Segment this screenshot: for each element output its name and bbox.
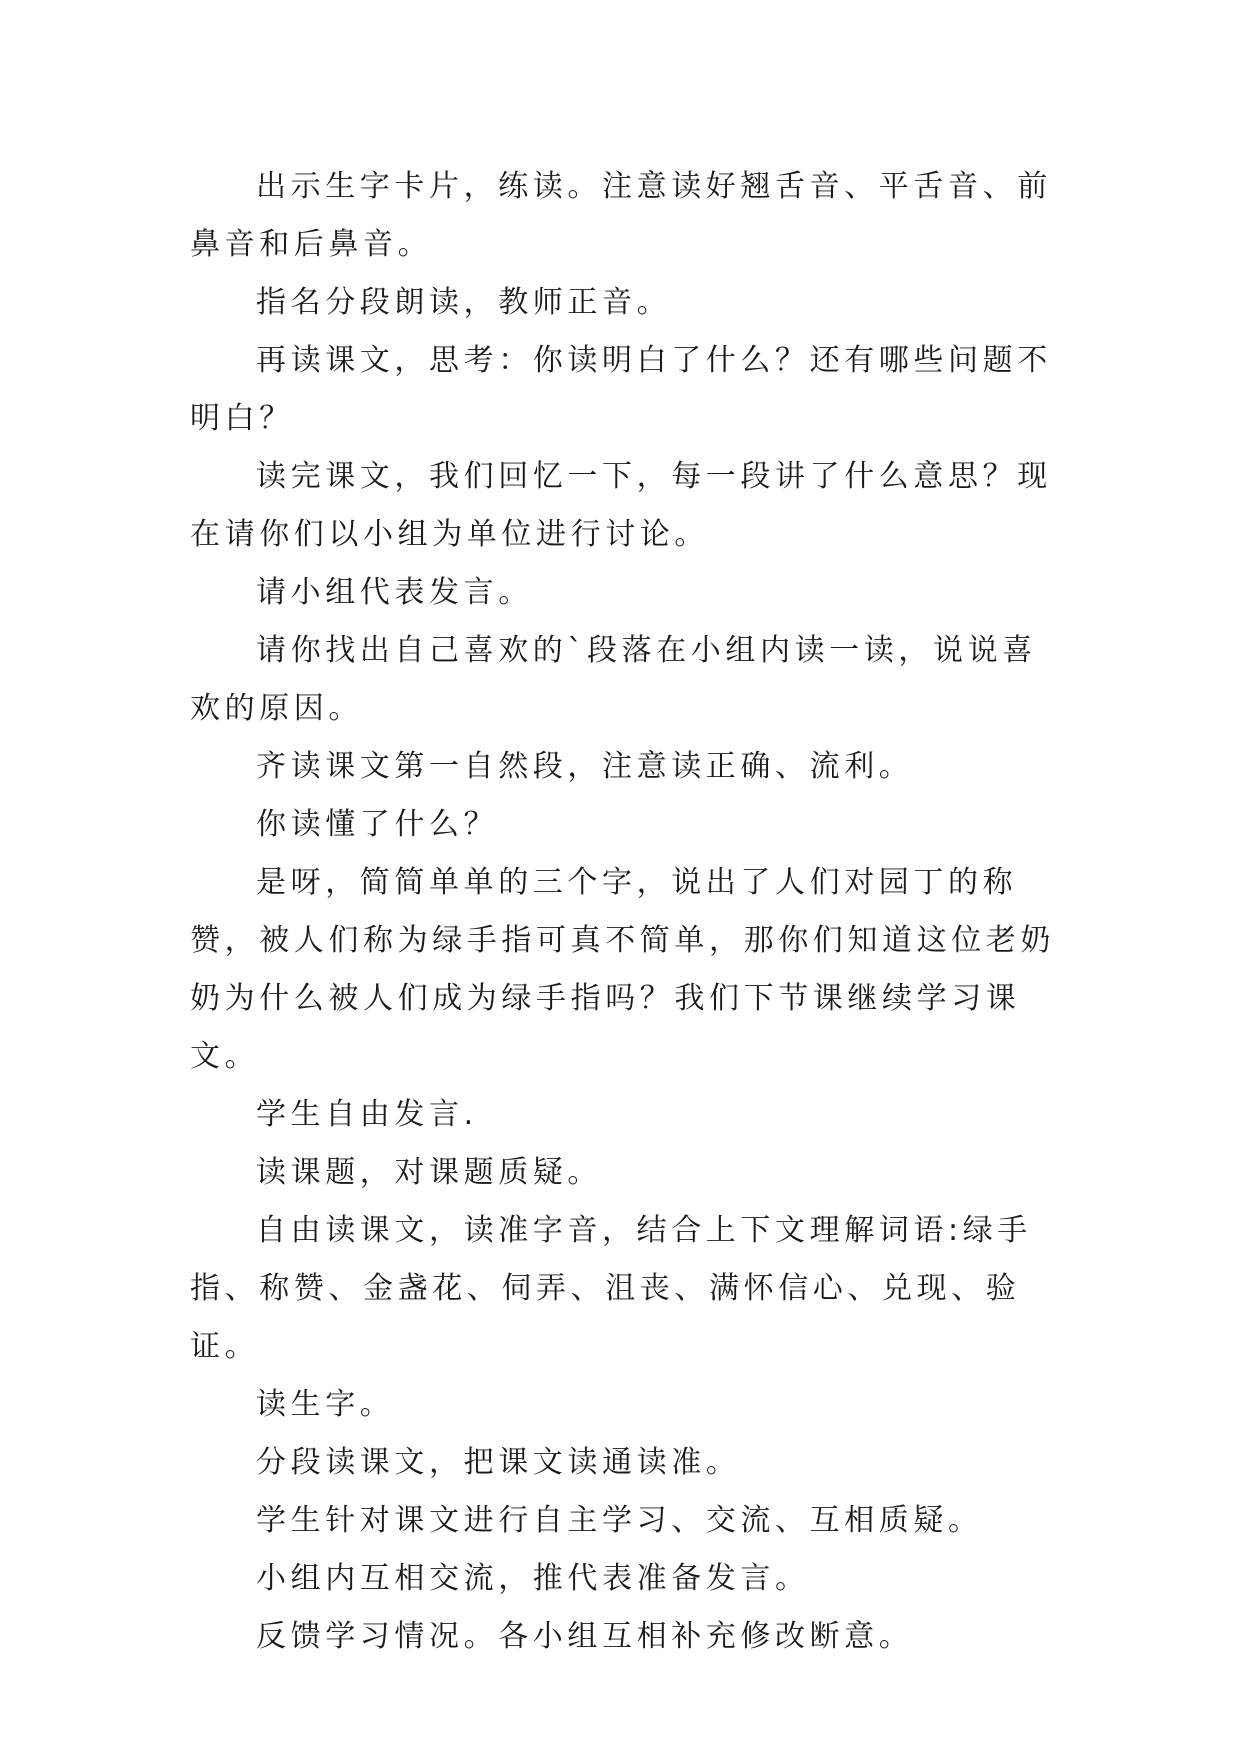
- paragraph: 读完课文，我们回忆一下，每一段讲了什么意思？现在请你们以小组为单位进行讨论。: [190, 459, 1052, 552]
- paragraph: 反馈学习情况。各小组互相补充修改断意。: [256, 1619, 914, 1654]
- paragraph: 请小组代表发言。: [256, 575, 533, 610]
- paragraph: 是呀，简简单单的三个字，说出了人们对园丁的称赞，被人们称为绿手指可真不简单，那你们知道这位老奶奶为什么被人们成为绿手指吗？我们下节课继续学习课文。: [190, 865, 1055, 1074]
- paragraph: 自由读课文，读准字音，结合上下文理解词语:绿手指、称赞、金盏花、伺弄、沮丧、满怀信心、兑现、验证。: [190, 1213, 1032, 1364]
- paragraph: 分段读课文，把课文读通读准。: [256, 1445, 741, 1480]
- document-body: [190, 158, 1056, 1666]
- paragraph: 齐读课文第一自然段，注意读正确、流利。: [256, 749, 914, 784]
- paragraph: 你读懂了什么？: [256, 807, 499, 842]
- paragraph: 学生自由发言.: [256, 1097, 478, 1132]
- paragraph: 指名分段朗读，教师正音。: [256, 285, 672, 320]
- paragraph: 出示生字卡片，练读。注意读好翘舌音、平舌音、前鼻音和后鼻音。: [190, 169, 1052, 262]
- paragraph: 读课题，对课题质疑。: [256, 1155, 602, 1190]
- paragraph: 小组内互相交流，推代表准备发言。: [256, 1561, 810, 1596]
- paragraph: 读生字。: [256, 1387, 395, 1422]
- paragraph: 学生针对课文进行自主学习、交流、互相质疑。: [256, 1503, 983, 1538]
- paragraph: 请你找出自己喜欢的`段落在小组内读一读，说说喜欢的原因。: [190, 633, 1037, 726]
- paragraph: 再读课文，思考：你读明白了什么？还有哪些问题不明白？: [190, 343, 1052, 436]
